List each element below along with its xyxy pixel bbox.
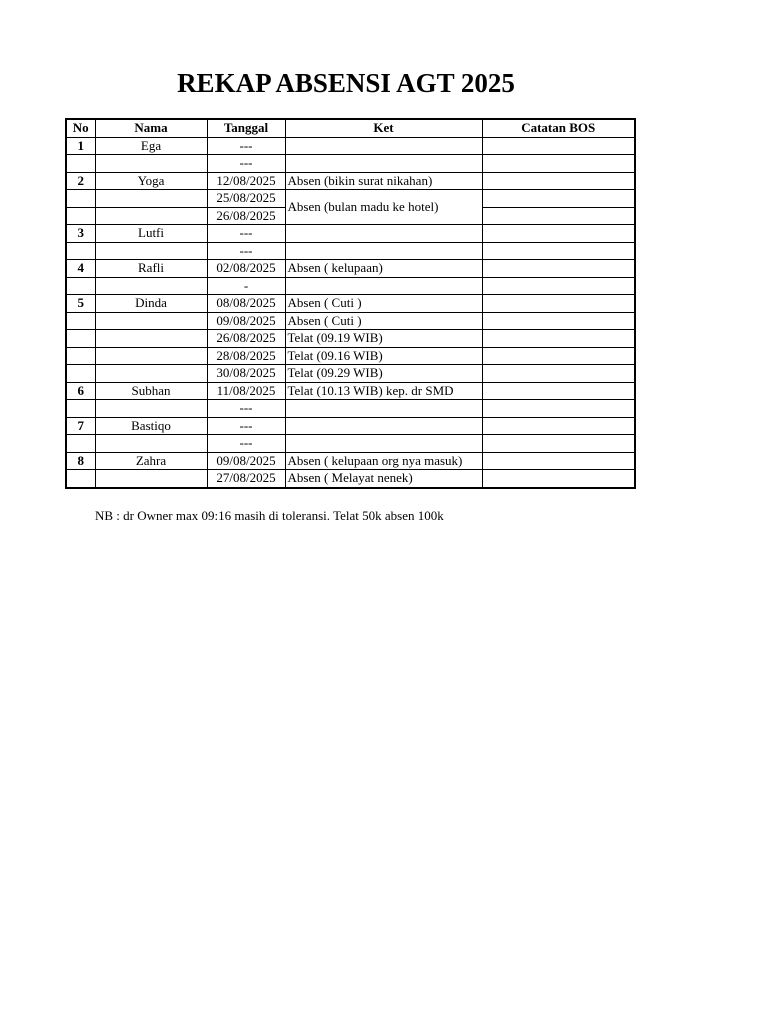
row-tanggal-cell: 12/08/2025 [207, 172, 285, 190]
table-row [66, 295, 635, 313]
table-row [66, 435, 635, 453]
row-catatan-cell [482, 312, 635, 330]
row-ket-cell: Absen (bulan madu ke hotel) [285, 190, 482, 225]
table-row [66, 347, 635, 365]
row-ket-cell [285, 137, 482, 155]
row-catatan-cell [482, 277, 635, 295]
row-tanggal-cell: 26/08/2025 [207, 330, 285, 348]
row-ket-cell: Telat (09.16 WIB) [285, 347, 482, 365]
row-catatan-cell [482, 417, 635, 435]
row-ket-cell: Telat (09.19 WIB) [285, 330, 482, 348]
row-catatan-cell [482, 470, 635, 488]
row-no-cell: 8 [66, 452, 95, 470]
row-ket-cell [285, 400, 482, 418]
row-nama-cell: Subhan [95, 382, 207, 400]
row-nama-cell [95, 155, 207, 173]
header-no: No [66, 119, 95, 137]
row-tanggal-cell: --- [207, 225, 285, 243]
table-row [66, 225, 635, 243]
table-row [66, 242, 635, 260]
header-catatan-bos: Catatan BOS [482, 119, 635, 137]
row-ket-cell [285, 417, 482, 435]
row-ket-cell: Absen ( Melayat nenek) [285, 470, 482, 488]
row-nama-cell: Bastiqo [95, 417, 207, 435]
table-row [66, 400, 635, 418]
row-ket-cell: Absen ( Cuti ) [285, 312, 482, 330]
row-no-cell [66, 435, 95, 453]
row-tanggal-cell: --- [207, 417, 285, 435]
table-row [66, 417, 635, 435]
row-no-cell [66, 470, 95, 488]
row-nama-cell: Yoga [95, 172, 207, 190]
table-row [66, 260, 635, 278]
row-no-cell [66, 207, 95, 225]
row-nama-cell: Dinda [95, 295, 207, 313]
row-catatan-cell [482, 435, 635, 453]
row-no-cell [66, 277, 95, 295]
row-ket-cell [285, 242, 482, 260]
row-tanggal-cell: - [207, 277, 285, 295]
row-ket-cell: Absen ( Cuti ) [285, 295, 482, 313]
row-ket-cell [285, 435, 482, 453]
row-no-cell [66, 365, 95, 383]
table-row [66, 155, 635, 173]
row-ket-cell [285, 225, 482, 243]
table-row [66, 470, 635, 488]
row-nama-cell [95, 470, 207, 488]
table-row [66, 330, 635, 348]
row-tanggal-cell: 11/08/2025 [207, 382, 285, 400]
row-no-cell: 5 [66, 295, 95, 313]
row-catatan-cell [482, 365, 635, 383]
row-nama-cell [95, 400, 207, 418]
row-ket-cell: Telat (09.29 WIB) [285, 365, 482, 383]
row-tanggal-cell: --- [207, 155, 285, 173]
row-nama-cell [95, 207, 207, 225]
row-tanggal-cell: 25/08/2025 [207, 190, 285, 208]
row-no-cell: 7 [66, 417, 95, 435]
row-no-cell [66, 190, 95, 208]
attendance-table [65, 118, 636, 489]
row-catatan-cell [482, 452, 635, 470]
row-tanggal-cell: 26/08/2025 [207, 207, 285, 225]
table-row [66, 277, 635, 295]
row-nama-cell: Zahra [95, 452, 207, 470]
row-tanggal-cell: 09/08/2025 [207, 312, 285, 330]
row-no-cell: 3 [66, 225, 95, 243]
row-catatan-cell [482, 242, 635, 260]
row-no-cell: 4 [66, 260, 95, 278]
header-ket: Ket [285, 119, 482, 137]
row-catatan-cell [482, 400, 635, 418]
row-ket-cell [285, 277, 482, 295]
row-ket-cell: Telat (10.13 WIB) kep. dr SMD [285, 382, 482, 400]
row-catatan-cell [482, 225, 635, 243]
row-no-cell: 1 [66, 137, 95, 155]
row-nama-cell [95, 190, 207, 208]
row-no-cell: 6 [66, 382, 95, 400]
row-nama-cell [95, 435, 207, 453]
row-ket-cell: Absen ( kelupaan org nya masuk) [285, 452, 482, 470]
row-catatan-cell [482, 382, 635, 400]
row-tanggal-cell: --- [207, 435, 285, 453]
row-tanggal-cell: 30/08/2025 [207, 365, 285, 383]
row-nama-cell [95, 312, 207, 330]
table-row [66, 365, 635, 383]
row-tanggal-cell: 02/08/2025 [207, 260, 285, 278]
row-catatan-cell [482, 155, 635, 173]
row-nama-cell: Lutfi [95, 225, 207, 243]
row-tanggal-cell: --- [207, 137, 285, 155]
row-catatan-cell [482, 347, 635, 365]
row-catatan-cell [482, 207, 635, 225]
row-nama-cell [95, 347, 207, 365]
row-ket-cell: Absen (bikin surat nikahan) [285, 172, 482, 190]
table-header-row [66, 119, 635, 137]
row-no-cell [66, 347, 95, 365]
row-no-cell [66, 312, 95, 330]
table-row [66, 382, 635, 400]
row-catatan-cell [482, 295, 635, 313]
row-tanggal-cell: 09/08/2025 [207, 452, 285, 470]
row-catatan-cell [482, 330, 635, 348]
header-nama: Nama [95, 119, 207, 137]
row-catatan-cell [482, 190, 635, 208]
row-nama-cell [95, 365, 207, 383]
row-tanggal-cell: 27/08/2025 [207, 470, 285, 488]
table-body [66, 137, 635, 488]
row-tanggal-cell: --- [207, 400, 285, 418]
table-row [66, 137, 635, 155]
row-nama-cell [95, 242, 207, 260]
row-catatan-cell [482, 137, 635, 155]
row-no-cell [66, 330, 95, 348]
row-no-cell [66, 242, 95, 260]
table-row [66, 312, 635, 330]
row-no-cell: 2 [66, 172, 95, 190]
row-catatan-cell [482, 172, 635, 190]
row-nama-cell [95, 277, 207, 295]
row-no-cell [66, 400, 95, 418]
row-catatan-cell [482, 260, 635, 278]
row-tanggal-cell: 28/08/2025 [207, 347, 285, 365]
row-nama-cell: Ega [95, 137, 207, 155]
table-row [66, 452, 635, 470]
header-tanggal: Tanggal [207, 119, 285, 137]
footnote: NB : dr Owner max 09:16 masih di toleransi. Telat 50k absen 100k [95, 508, 444, 523]
table-row [66, 190, 635, 208]
row-tanggal-cell: 08/08/2025 [207, 295, 285, 313]
document-title: REKAP ABSENSI AGT 2025 [177, 68, 515, 98]
row-no-cell [66, 155, 95, 173]
row-tanggal-cell: --- [207, 242, 285, 260]
row-nama-cell [95, 330, 207, 348]
table-row [66, 172, 635, 190]
row-ket-cell [285, 155, 482, 173]
row-ket-cell: Absen ( kelupaan) [285, 260, 482, 278]
row-nama-cell: Rafli [95, 260, 207, 278]
